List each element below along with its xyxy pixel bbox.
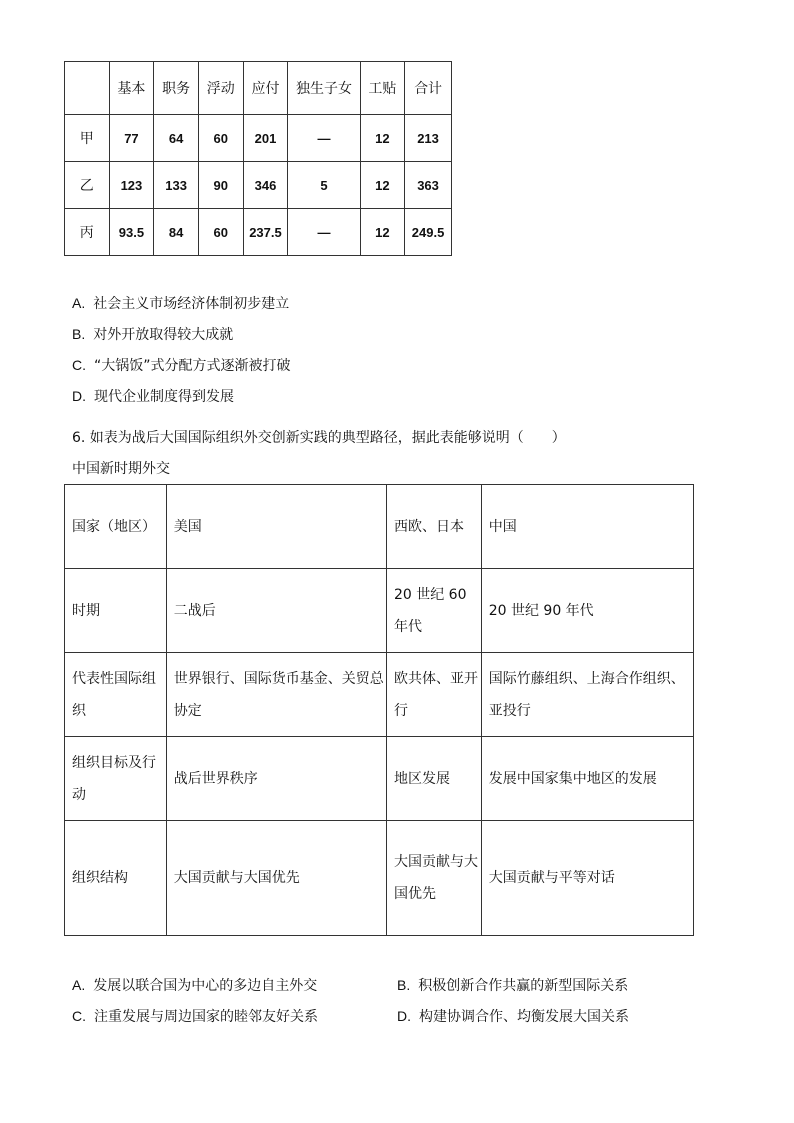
table-cell: 249.5 bbox=[405, 209, 452, 256]
table-header-cell: 职务 bbox=[154, 62, 199, 115]
table-cell: 12 bbox=[360, 115, 405, 162]
table-cell: 大国贡献与大国优先 bbox=[166, 821, 386, 936]
table-header-cell: 浮动 bbox=[198, 62, 243, 115]
table-cell: 346 bbox=[243, 162, 288, 209]
option-letter: C. bbox=[72, 357, 86, 373]
option-a[interactable] bbox=[72, 975, 317, 996]
option-b[interactable] bbox=[72, 324, 233, 345]
table-cell: — bbox=[288, 115, 360, 162]
option-c[interactable] bbox=[72, 1006, 318, 1027]
option-text: 发展以联合国为中心的多边自主外交 bbox=[93, 978, 318, 994]
table-cell: 12 bbox=[360, 209, 405, 256]
table-row bbox=[65, 162, 452, 209]
option-b[interactable] bbox=[397, 975, 628, 996]
option-letter: C. bbox=[72, 1008, 86, 1024]
option-d[interactable] bbox=[72, 386, 234, 407]
table-cell: 64 bbox=[154, 115, 199, 162]
table-row bbox=[65, 569, 694, 653]
option-letter: D. bbox=[72, 388, 86, 404]
table-cell: 甲 bbox=[65, 115, 110, 162]
table-header-cell bbox=[65, 62, 110, 115]
table-row bbox=[65, 821, 694, 936]
table-cell: 西欧、日本 bbox=[386, 485, 481, 569]
option-d[interactable] bbox=[397, 1006, 629, 1027]
table-cell: 237.5 bbox=[243, 209, 288, 256]
table-cell: 60 bbox=[198, 115, 243, 162]
option-text: 社会主义市场经济体制初步建立 bbox=[93, 296, 290, 312]
diplomacy-table bbox=[64, 484, 694, 936]
option-text: 对外开放取得较大成就 bbox=[93, 327, 234, 343]
table-row bbox=[65, 115, 452, 162]
table-cell: 美国 bbox=[166, 485, 386, 569]
table-cell: 90 bbox=[198, 162, 243, 209]
table-header-cell: 独生子女 bbox=[288, 62, 360, 115]
option-text: 构建协调合作、均衡发展大国关系 bbox=[419, 1009, 629, 1025]
table-cell: 77 bbox=[109, 115, 154, 162]
table-cell: 二战后 bbox=[166, 569, 386, 653]
table-cell: 大国贡献与平等对话 bbox=[481, 821, 693, 936]
table-cell: 84 bbox=[154, 209, 199, 256]
option-text: 注重发展与周边国家的睦邻友好关系 bbox=[94, 1009, 318, 1025]
table-cell: 国家（地区） bbox=[65, 485, 167, 569]
option-a[interactable] bbox=[72, 293, 289, 314]
option-letter: A. bbox=[72, 977, 86, 993]
table-cell: 93.5 bbox=[109, 209, 154, 256]
option-text: “大锅饭”式分配方式逐渐被打破 bbox=[94, 358, 291, 374]
table-header-cell: 应付 bbox=[243, 62, 288, 115]
table-cell: 地区发展 bbox=[386, 737, 481, 821]
table-cell: 20 世纪 90 年代 bbox=[481, 569, 693, 653]
table-header-cell: 工贴 bbox=[360, 62, 405, 115]
table-cell: 世界银行、国际货币基金、关贸总协定 bbox=[166, 653, 386, 737]
option-letter: A. bbox=[72, 295, 86, 311]
table-row bbox=[65, 737, 694, 821]
table-cell: 中国 bbox=[481, 485, 693, 569]
table-cell: 201 bbox=[243, 115, 288, 162]
option-text: 积极创新合作共赢的新型国际关系 bbox=[418, 978, 629, 994]
table-cell: 丙 bbox=[65, 209, 110, 256]
table-cell: 代表性国际组织 bbox=[65, 653, 167, 737]
option-text: 现代企业制度得到发展 bbox=[94, 389, 234, 405]
option-letter: B. bbox=[72, 326, 86, 342]
table-header-cell: 合计 bbox=[405, 62, 452, 115]
table-row bbox=[65, 209, 452, 256]
table-header-cell: 基本 bbox=[109, 62, 154, 115]
table-row bbox=[65, 653, 694, 737]
question-6-stem: 6. 如表为战后大国国际组织外交创新实践的典型路径，据此表能够说明（ ） bbox=[72, 430, 566, 446]
table-cell: 大国贡献与大国优先 bbox=[386, 821, 481, 936]
table-cell: — bbox=[288, 209, 360, 256]
table-cell: 363 bbox=[405, 162, 452, 209]
salary-table bbox=[64, 61, 452, 256]
table-cell: 组织目标及行动 bbox=[65, 737, 167, 821]
table-cell: 133 bbox=[154, 162, 199, 209]
table-cell: 60 bbox=[198, 209, 243, 256]
table-cell: 国际竹藤组织、上海合作组织、亚投行 bbox=[481, 653, 693, 737]
table-cell: 欧共体、亚开行 bbox=[386, 653, 481, 737]
table-cell: 时期 bbox=[65, 569, 167, 653]
table-cell: 12 bbox=[360, 162, 405, 209]
table-cell: 组织结构 bbox=[65, 821, 167, 936]
table-cell: 5 bbox=[288, 162, 360, 209]
option-letter: D. bbox=[397, 1008, 411, 1024]
table-header-row bbox=[65, 62, 452, 115]
table-cell: 123 bbox=[109, 162, 154, 209]
table-cell: 20 世纪 60 年代 bbox=[386, 569, 481, 653]
table-cell: 战后世界秩序 bbox=[166, 737, 386, 821]
table-cell: 乙 bbox=[65, 162, 110, 209]
table-row bbox=[65, 485, 694, 569]
option-letter: B. bbox=[397, 977, 411, 993]
option-c[interactable] bbox=[72, 355, 291, 376]
table-cell: 213 bbox=[405, 115, 452, 162]
table-cell: 发展中国家集中地区的发展 bbox=[481, 737, 693, 821]
table-caption: 中国新时期外交 bbox=[72, 461, 170, 477]
